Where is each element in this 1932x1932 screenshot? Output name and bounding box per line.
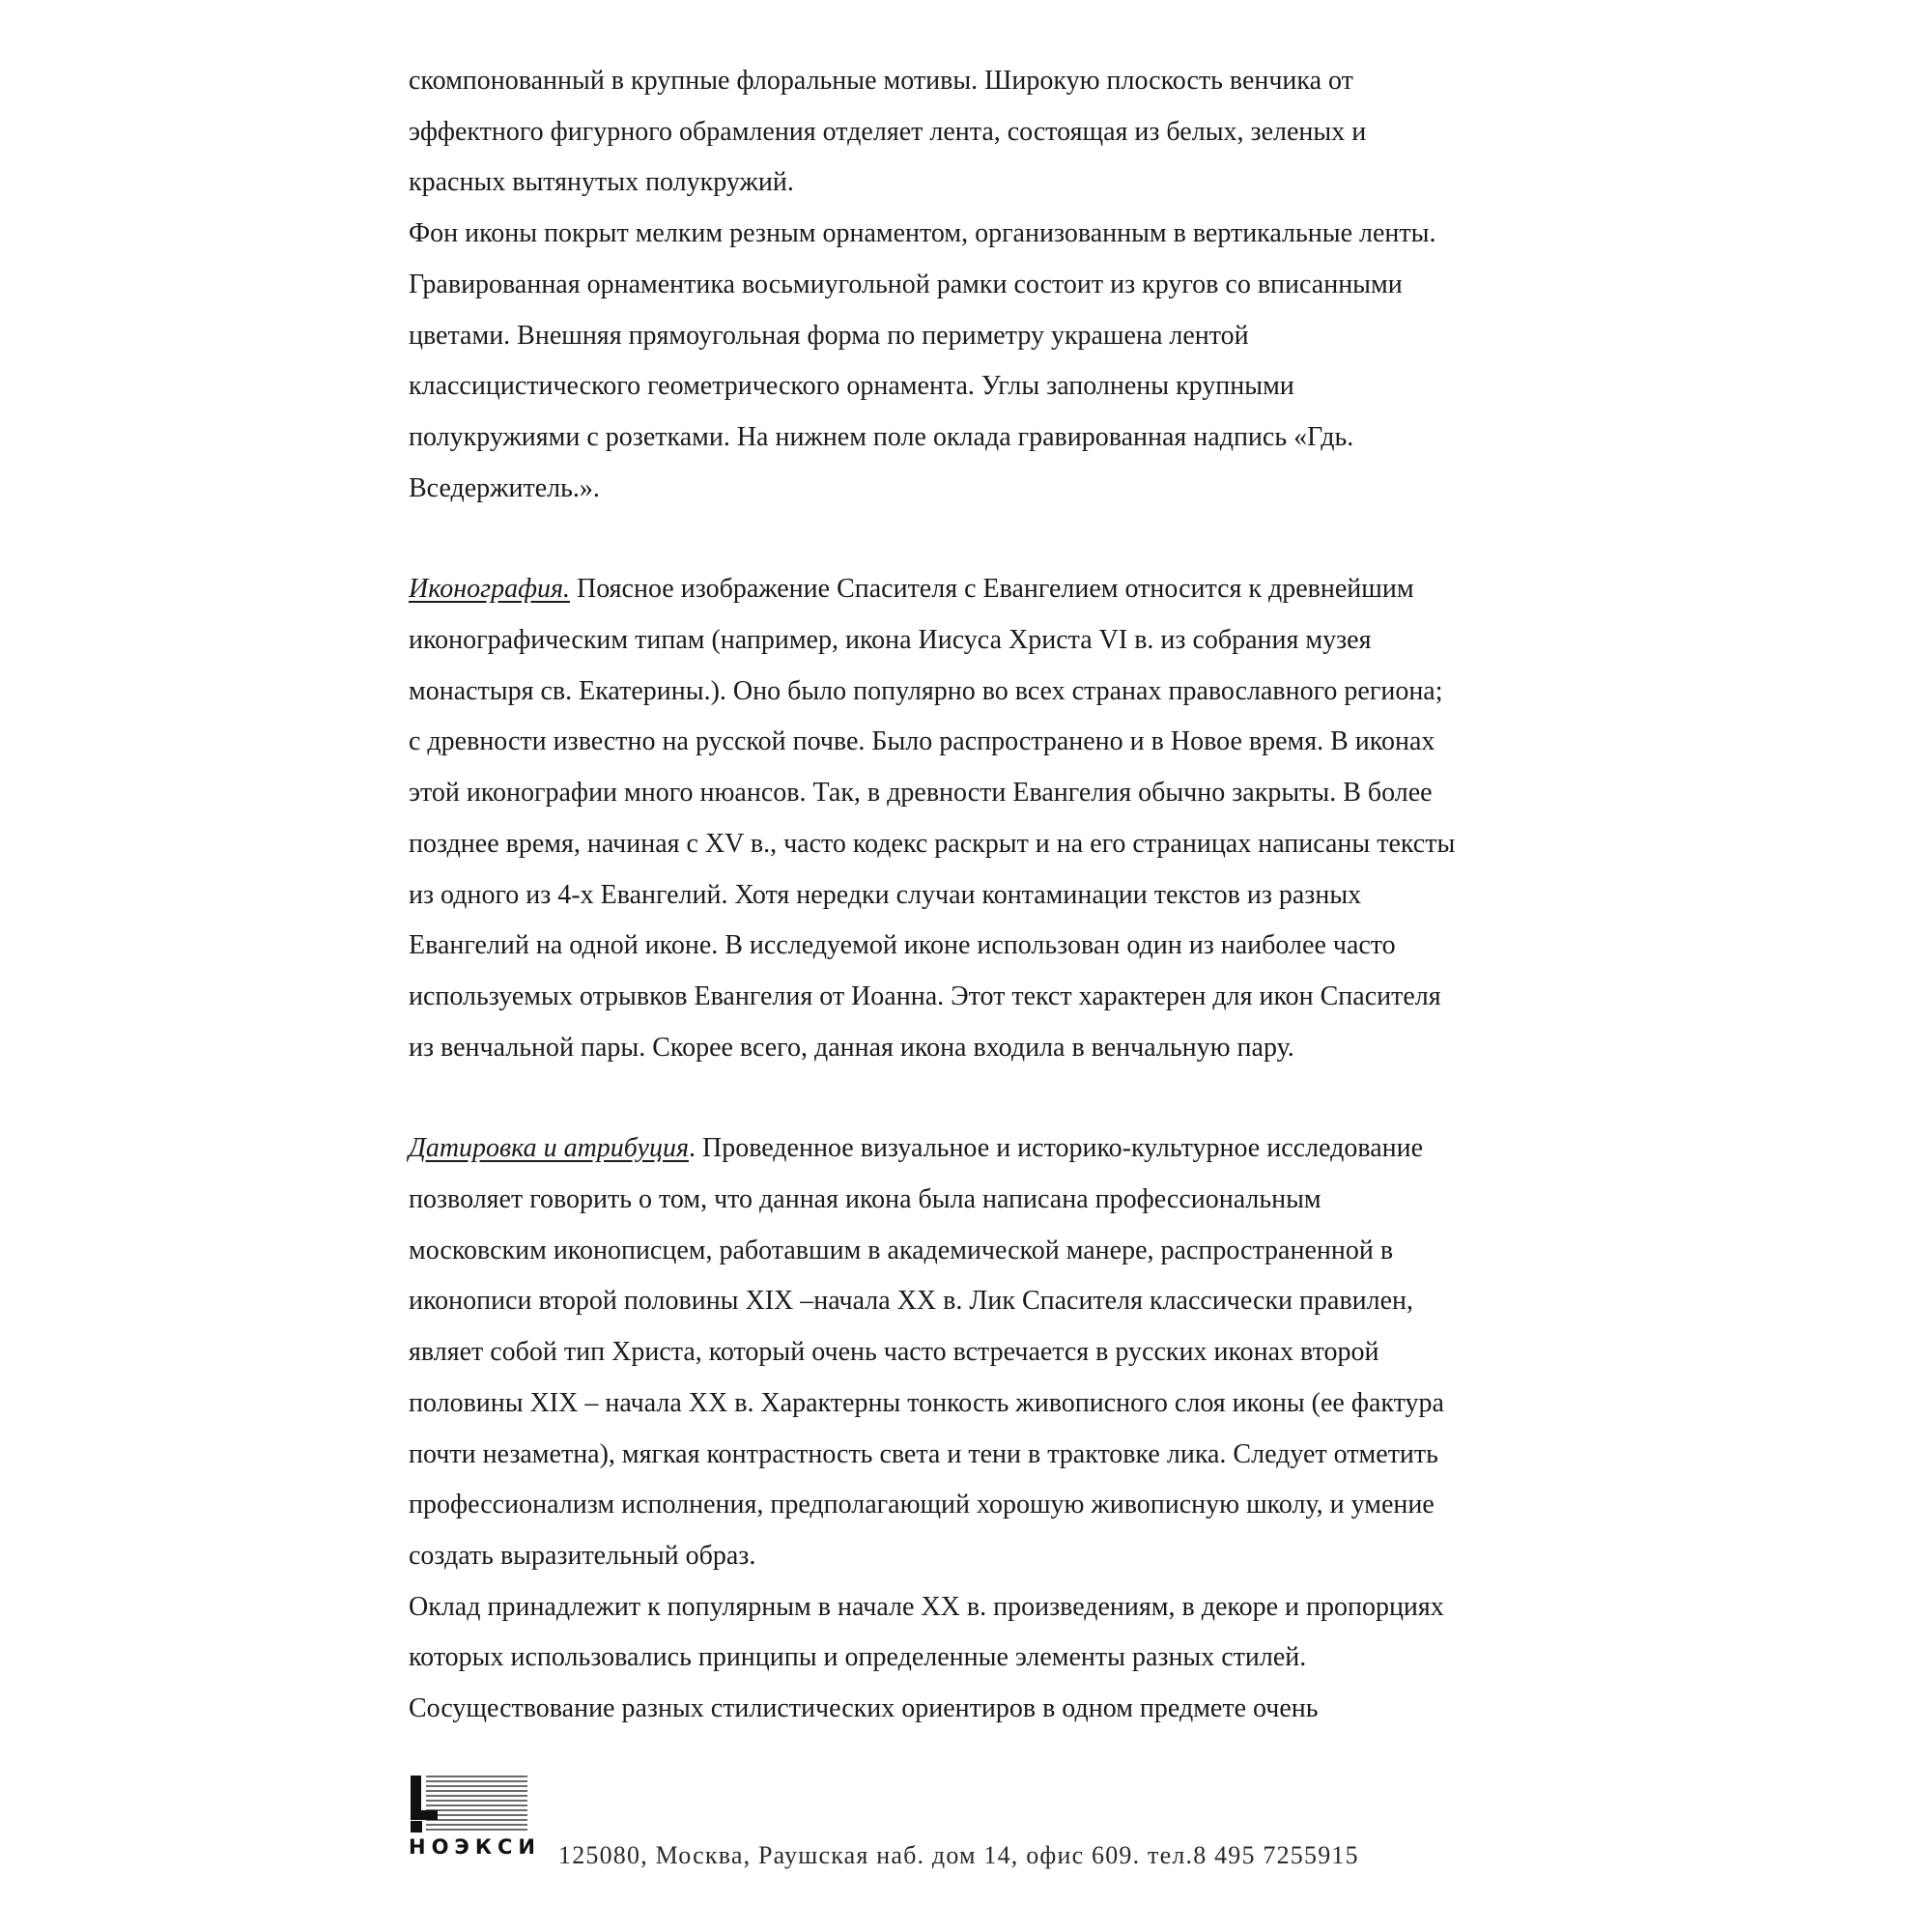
text-line: Евангелий на одной иконе. В исследуемой иконе использован один из наиболее часто [409,930,1396,961]
text-line: создать выразительный образ. [409,1540,756,1571]
text-line: позднее время, начиная с XV в., часто кодекс раскрыт и на его страницах написаны тексты [409,828,1456,859]
text-line: которых использовались принципы и определенные элементы разных стилей. [409,1642,1307,1673]
footer-address: 125080, Москва, Раушская наб. дом 14, офис 609. тел.8 495 7255915 [558,1841,1359,1869]
text-line: половины XIX – начала XX в. Характерны тонкость живописного слоя иконы (ее фактура [409,1387,1444,1418]
text-line: Сосуществование разных стилистических ориентиров в одном предмете очень [409,1693,1319,1724]
logo-text: НОЭКСИ [409,1835,541,1859]
text-line: Вседержитель.». [409,472,600,503]
paragraph-dating-attribution [409,1123,1606,1581]
logo-square-graphic [411,1821,422,1833]
text-line: используемых отрывков Евангелия от Иоанна. Этот текст характерен для икон Спасителя [409,980,1441,1011]
paragraph-oklad [409,1582,1606,1735]
paragraph-iconography [409,564,1606,1073]
text-line: почти незаметна), мягкая контрастность света и тени в трактовке лика. Следует отметить [409,1438,1438,1469]
text-line [409,564,1606,615]
noeksi-logo [409,1776,541,1859]
text-line: монастыря св. Екатерины.). Оно было популярно во всех странах православного региона; [409,675,1443,706]
text-line [409,1123,1606,1175]
text-line: классицистического геометрического орнамента. Углы заполнены крупными [409,371,1294,402]
text-line: профессионализм исполнения, предполагающий хорошую живописную школу, и умение [409,1490,1435,1520]
letterhead-footer [409,1776,1520,1872]
section-heading-iconography: Иконография. [409,574,570,605]
text-fragment: . Проведенное визуальное и историко-культурное исследование [688,1133,1424,1164]
text-line: Гравированная орнаментика восьмиугольной рамки состоит из кругов со вписанными [409,269,1403,299]
text-fragment: Поясное изображение Спасителя с Евангелием относится к древнейшим [569,574,1414,605]
text-line: этой иконографии много нюансов. Так, в древности Евангелия обычно закрыты. В более [409,778,1433,809]
text-line: эффектного фигурного обрамления отделяет лента, состоящая из белых, зеленых и [409,116,1367,147]
text-line: иконографическим типам (например, икона Иисуса Христа VI в. из собрания музея [409,625,1372,656]
paragraph-gap [409,514,1606,564]
text-line: иконописи второй половины XIX –начала XX в. Лик Спасителя классически правилен, [409,1286,1414,1317]
paragraph-ornament-continuation [409,56,1606,209]
text-line: с древности известно на русской почве. Было распространено и в Новое время. В иконах [409,726,1435,757]
logo-lines-graphic [426,1776,527,1832]
text-line: из одного из 4-х Евангелий. Хотя нередки случаи контаминации текстов из разных [409,879,1362,910]
text-line: позволяет говорить о том, что данная икона была написана профессиональным [409,1184,1321,1215]
text-line: являет собой тип Христа, который очень часто встречается в русских иконах второй [409,1337,1379,1368]
logo-bar-graphic [411,1810,438,1820]
document-body [409,56,1606,1735]
text-line: полукружиями с розетками. На нижнем поле оклада гравированная надпись «Гдь. [409,421,1354,452]
text-line: скомпонованный в крупные флоральные мотивы. Широкую плоскость венчика от [409,66,1353,96]
text-line: цветами. Внешняя прямоугольная форма по периметру украшена лентой [409,320,1249,351]
paragraph-background-ornament [409,209,1606,514]
text-line: красных вытянутых полукружий. [409,167,794,198]
text-line: московским иконописцем, работавшим в академической манере, распространенной в [409,1235,1394,1265]
text-line: из венчальной пары. Скорее всего, данная икона входила в венчальную пару. [409,1032,1294,1063]
paragraph-gap [409,1073,1606,1123]
section-heading-dating: Датировка и атрибуция [409,1133,689,1164]
text-line: Фон иконы покрыт мелким резным орнаментом, организованным в вертикальные ленты. [409,218,1436,249]
text-line: Оклад принадлежит к популярным в начале XX в. произведениям, в декоре и пропорциях [409,1591,1444,1622]
